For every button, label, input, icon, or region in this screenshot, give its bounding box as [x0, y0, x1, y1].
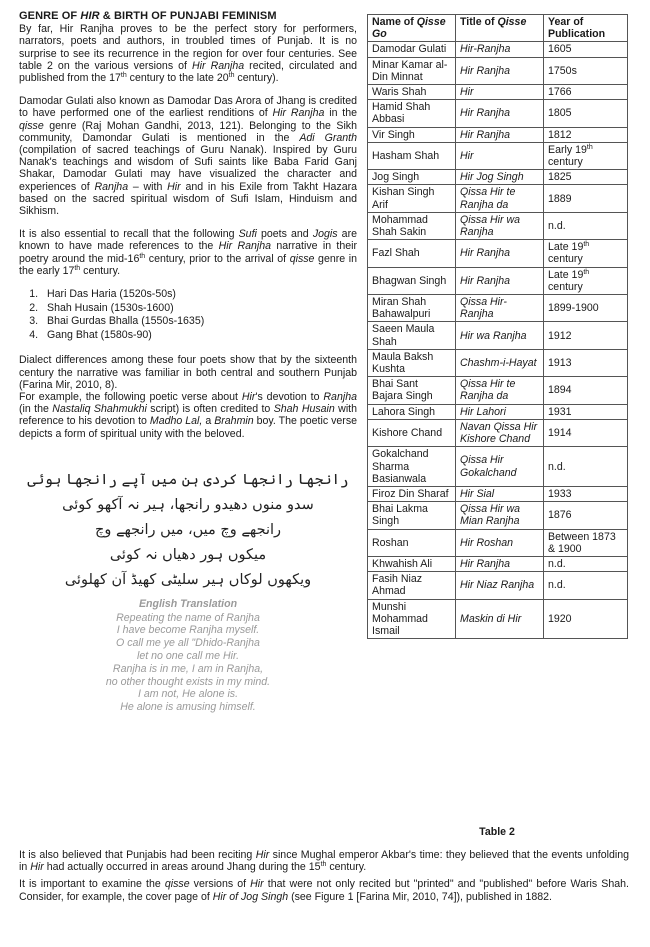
cell-year: 1750s [544, 57, 628, 84]
translation-line: Repeating the name of Ranjha [116, 611, 260, 624]
cell-title: Hir Ranjha [456, 267, 544, 294]
paragraph-printed: It is important to examine the qisse versions of Hir that were not only recited but "printed" and "published" before Waris Shah. Consider, for example, the cover page of Hir of Jog Singh (see Figure 1 [Farina Mir, 2010, 74]), published in 1882. [19, 878, 629, 903]
table-row [368, 349, 628, 376]
cell-year: Late 19th century [544, 240, 628, 267]
cell-year: n.d. [544, 212, 628, 239]
cell-qisse-go: Kishan Singh Arif [368, 185, 456, 212]
cell-qisse-go: Mohammad Shah Sakin [368, 212, 456, 239]
cell-title: Hir Ranjha [456, 240, 544, 267]
table-row [368, 556, 628, 571]
table-row [368, 142, 628, 169]
poets-list [19, 288, 357, 342]
cell-qisse-go: Damodar Gulati [368, 42, 456, 57]
cell-title: Hir Jog Singh [456, 170, 544, 185]
paragraph-example: For example, the following poetic verse about Hir's devotion to Ranjha (in the Nastaliq Shahmukhi script) is often credited to Shah Husain with reference to his devotion to Madho Lal, a Brahmin boy. The poetic verse depicts a form of spiritual unity with the beloved. [19, 391, 358, 440]
verse-line: رانجھا رانجھا کردی ہن میں آپے رانجھا ہوئی [27, 471, 349, 488]
header-title: Title of Qisse [456, 15, 544, 42]
cell-title: Hir [456, 142, 544, 169]
english-translation [19, 598, 357, 714]
title-hir: HIR [80, 10, 100, 22]
translation-line: I am not, He alone is. [137, 688, 239, 701]
table-row [368, 502, 628, 529]
cell-title: Hir Lahori [456, 404, 544, 419]
cell-title: Hir Ranjha [456, 556, 544, 571]
verse-line: سدو منوں دھیدو رانجھا، ہیر نہ آکھو کوئی [62, 496, 314, 513]
list-item: 1. Hari Das Haria (1520s-50s) [41, 288, 357, 302]
cell-qisse-go: Gokalchand Sharma Basianwala [368, 447, 456, 487]
cell-qisse-go: Bhagwan Singh [368, 267, 456, 294]
cell-qisse-go: Kishore Chand [368, 419, 456, 446]
cell-year: 1812 [544, 127, 628, 142]
cell-year: 1912 [544, 322, 628, 349]
urdu-verse [19, 468, 357, 593]
cell-title: Qissa Hir-Ranjha [456, 295, 544, 322]
cell-year: 1933 [544, 486, 628, 501]
cell-title: Hir [456, 85, 544, 100]
cell-qisse-go: Bhai Sant Bajara Singh [368, 377, 456, 404]
cell-year: 1914 [544, 419, 628, 446]
cell-qisse-go: Firoz Din Sharaf [368, 486, 456, 501]
translation-line: let no one call me Hir. [136, 650, 240, 663]
verse-line: ویکھوں لوکاں ہیر سلیٹی کھیڈ آن کھلوئی [64, 571, 312, 588]
cell-qisse-go: Bhai Lakma Singh [368, 502, 456, 529]
bottom-text [19, 849, 629, 908]
table-row [368, 100, 628, 127]
cell-year: n.d. [544, 556, 628, 571]
table-caption: Table 2 [479, 826, 515, 838]
table-row [368, 572, 628, 599]
translation-line: I have become Ranjha myself. [116, 624, 260, 637]
table-row [368, 486, 628, 501]
cell-year: 1805 [544, 100, 628, 127]
cell-qisse-go: Roshan [368, 529, 456, 556]
cell-year: 1899-1900 [544, 295, 628, 322]
header-name: Name of Qisse Go [368, 15, 456, 42]
cell-title: Chashm-i-Hayat [456, 349, 544, 376]
cell-qisse-go: Fazl Shah [368, 240, 456, 267]
cell-title: Hir Ranjha [456, 100, 544, 127]
cell-year: n.d. [544, 447, 628, 487]
translation-line: no other thought exists in my mind. [105, 675, 271, 688]
table-row [368, 377, 628, 404]
cell-title: Hir Niaz Ranjha [456, 572, 544, 599]
paragraph-akbar: It is also believed that Punjabis had been reciting Hir since Mughal emperor Akbar's time: they believed that the events unfolding in Hir had actually occurred in areas around Jhang during the 15th century. [19, 849, 629, 874]
table-row [368, 404, 628, 419]
section-title [19, 10, 357, 22]
cell-title: Hir Sial [456, 486, 544, 501]
translation-line: Ranjha is in me, I am in Ranjha, [112, 662, 264, 675]
table-row [368, 419, 628, 446]
cell-qisse-go: Waris Shah [368, 85, 456, 100]
cell-qisse-go: Hamid Shah Abbasi [368, 100, 456, 127]
paragraph-damodar: Damodar Gulati also known as Damodar Das Arora of Jhang is credited to have performed one of the earliest renditions of Hir Ranjha in the qisse genre (Raj Mohan Gandhi, 2013, 121). Belonging to the Sikh community, Damondar Gulati is mentioned in the Adi Granth (compilation of sacred teachings of Guru Nanak). Inspired by Guru Nanak's teachings and wisdom of Sufi saints like Baba Farid Ganj Shakar, Damodar Gulati may have visualized the character and experiences of Ranjha – with Hir and in his Exile from Takht Hazara based on the sacred spiritual wisdom of Sufi Islam, Hinduism and Sikhism. [19, 95, 358, 218]
qisse-table [367, 14, 628, 639]
table-row [368, 322, 628, 349]
table-row [368, 529, 628, 556]
table-body [368, 42, 628, 639]
table-row [368, 185, 628, 212]
cell-title: Navan Qissa Hir Kishore Chand [456, 419, 544, 446]
list-item: 2. Shah Husain (1530s-1600) [41, 302, 357, 316]
cell-year: 1894 [544, 377, 628, 404]
header-year: Year of Publication [544, 15, 628, 42]
translation-line: O call me ye all "Dhido-Ranjha [116, 637, 260, 650]
paragraph-sufi-poets: It is also essential to recall that the following Sufi poets and Jogis are known to have made references to the Hir Ranjha narrative in their poetry around the mid-16th century, prior to the arrival of qisse genre in the early 17th century. [19, 228, 357, 277]
left-column [19, 10, 357, 714]
title-part: GENRE OF [19, 10, 81, 22]
table-row [368, 127, 628, 142]
cell-year: 1889 [544, 185, 628, 212]
table-row [368, 267, 628, 294]
cell-title: Maskin di Hir [456, 599, 544, 639]
cell-title: Qissa Hir wa Ranjha [456, 212, 544, 239]
list-item: 3. Bhai Gurdas Bhalla (1550s-1635) [41, 315, 357, 329]
cell-qisse-go: Lahora Singh [368, 404, 456, 419]
cell-qisse-go: Munshi Mohammad Ismail [368, 599, 456, 639]
cell-qisse-go: Maula Baksh Kushta [368, 349, 456, 376]
cell-qisse-go: Khwahish Ali [368, 556, 456, 571]
table-row [368, 295, 628, 322]
cell-year: Early 19th century [544, 142, 628, 169]
translation-line: He alone is amusing himself. [120, 701, 256, 714]
cell-title: Qissa Hir te Ranjha da [456, 185, 544, 212]
cell-qisse-go: Minar Kamar al-Din Minnat [368, 57, 456, 84]
cell-year: 1920 [544, 599, 628, 639]
list-item: 4. Gang Bhat (1580s-90) [41, 329, 357, 343]
cell-year: Late 19th century [544, 267, 628, 294]
cell-year: 1931 [544, 404, 628, 419]
cell-qisse-go: Jog Singh [368, 170, 456, 185]
table-row [368, 212, 628, 239]
cell-year: 1825 [544, 170, 628, 185]
cell-qisse-go: Saeen Maula Shah [368, 322, 456, 349]
table-row [368, 170, 628, 185]
table-row [368, 85, 628, 100]
cell-year: n.d. [544, 572, 628, 599]
cell-title: Hir wa Ranjha [456, 322, 544, 349]
cell-title: Hir Roshan [456, 529, 544, 556]
table-row [368, 42, 628, 57]
cell-title: Hir-Ranjha [456, 42, 544, 57]
cell-qisse-go: Fasih Niaz Ahmad [368, 572, 456, 599]
translation-heading: English Translation [138, 597, 238, 610]
table-row [368, 447, 628, 487]
table-row [368, 599, 628, 639]
paragraph-intro: By far, Hir Ranjha proves to be the perfect story for performers, narrators, poets and authors, in troubled times of Punjab. It is no surprise to see its recurrence in the region for over four centuries. See table 2 on the various versions of Hir Ranjha recited, circulated and published from the 17th century to the late 20th century). [19, 23, 357, 85]
cell-title: Qissa Hir wa Mian Ranjha [456, 502, 544, 529]
cell-qisse-go: Vir Singh [368, 127, 456, 142]
cell-title: Hir Ranjha [456, 127, 544, 142]
cell-title: Hir Ranjha [456, 57, 544, 84]
cell-qisse-go: Hasham Shah [368, 142, 456, 169]
verse-line: میکوں ہور دھیاں نہ کوئی [109, 546, 267, 563]
cell-year: 1605 [544, 42, 628, 57]
verse-line: رانجھے وچ میں، میں رانجھے وچ [94, 521, 282, 538]
table-row [368, 57, 628, 84]
cell-title: Qissa Hir Gokalchand [456, 447, 544, 487]
table-header-row [368, 15, 628, 42]
table-row [368, 240, 628, 267]
cell-year: 1876 [544, 502, 628, 529]
cell-title: Qissa Hir te Ranjha da [456, 377, 544, 404]
cell-qisse-go: Miran Shah Bahawalpuri [368, 295, 456, 322]
paragraph-dialect: Dialect differences among these four poets show that by the sixteenth century the narrative was familiar in both central and southern Punjab (Farina Mir, 2010, 8). [19, 354, 357, 391]
cell-year: 1766 [544, 85, 628, 100]
cell-year: Between 1873 & 1900 [544, 529, 628, 556]
cell-year: 1913 [544, 349, 628, 376]
title-part: & BIRTH OF PUNJABI FEMINISM [99, 10, 277, 22]
